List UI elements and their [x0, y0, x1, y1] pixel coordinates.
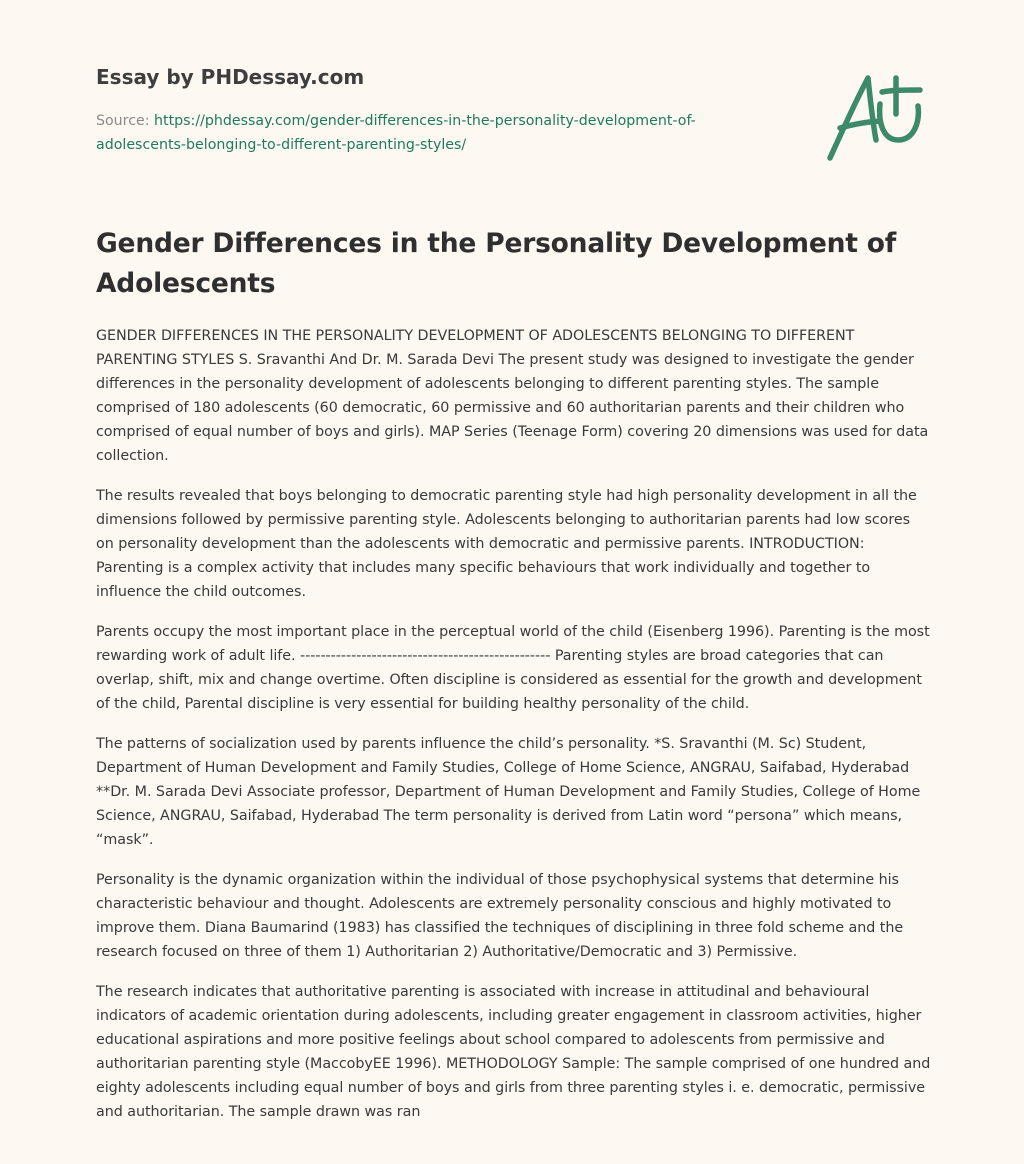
- essay-paragraph: The patterns of socialization used by parents influence the child’s personality. *S. Sravanthi (M. Sc) Student, Department of Human Development and Family Studies, College of Home Science, ANGRAU, Saifabad, Hyderabad **Dr. M. Sarada Devi Associate professor, Department of Human Development and Family Studies, College of Home Science, ANGRAU, Saifabad, Hyderabad The term personality is derived from Latin word “persona” which means, “mask”.: [96, 736, 921, 848]
- source-line: [96, 109, 776, 157]
- essay-paragraph: Parents occupy the most important place in the perceptual world of the child (Eisenberg 1996). Parenting is the most rewarding work of adult life. ------------------------------------------------- Parenting styles are broad categories that can overlap, shift, mix and change overtime. Often discipline is considered as essential for the growth and development of the child, Parental discipline is very essential for building healthy personality of the child.: [96, 624, 930, 712]
- site-brand: Essay by PHDessay.com: [96, 65, 365, 89]
- essay-paragraph: The research indicates that authoritative parenting is associated with increase in attitudinal and behavioural indicators of academic orientation during adolescents, including greater engagement in classroom activities, higher educational aspirations and more positive feelings about school compared to adolescents from permissive and authoritarian parenting style (MaccobyEE 1996). METHODOLOGY Sample: The sample comprised of one hundred and eighty adolescents including equal number of boys and girls from three parenting styles i. e. democratic, permissive and authoritarian. The sample drawn was ran: [96, 984, 931, 1120]
- essay-paragraph: Personality is the dynamic organization within the individual of those psychophysical systems that determine his characteristic behaviour and thought. Adolescents are extremely personality conscious and highly motivated to improve them. Diana Baumarind (1983) has classified the techniques of disciplining in three fold scheme and the research focused on three of them 1) Authoritarian 2) Authoritative/Democratic and 3) Permissive.: [96, 872, 904, 960]
- essay-body: [96, 324, 932, 1154]
- essay-title: Gender Differences in the Personality Development of Adolescents: [96, 228, 897, 299]
- essay-paragraph: GENDER DIFFERENCES IN THE PERSONALITY DEVELOPMENT OF ADOLESCENTS BELONGING TO DIFFERENT PARENTING STYLES S. Sravanthi And Dr. M. Sarada Devi The present study was designed to investigate the gender differences in the personality development of adolescents belonging to different parenting styles. The sample comprised of 180 adolescents (60 democratic, 60 permissive and 60 authoritarian parents and their children who comprised of equal number of boys and girls). MAP Series (Teenage Form) covering 20 dimensions was used for data collection.: [96, 328, 929, 464]
- page-header: [96, 62, 776, 157]
- essay-paragraph: The results revealed that boys belonging to democratic parenting style had high personality development in all the dimensions followed by permissive parenting style. Adolescents belonging to authoritarian parents had low scores on personality development than the adolescents with democratic and permissive parents. INTRODUCTION: Parenting is a complex activity that includes many specific behaviours that work individually and together to influence the child outcomes.: [96, 488, 917, 600]
- source-link[interactable]: https://phdessay.com/gender-differences-in-the-personality-development-of-adolescents-belonging-to-different-parenting-styles/: [96, 113, 696, 153]
- source-label: Source:: [96, 113, 150, 129]
- a-plus-logo-icon: [820, 66, 930, 166]
